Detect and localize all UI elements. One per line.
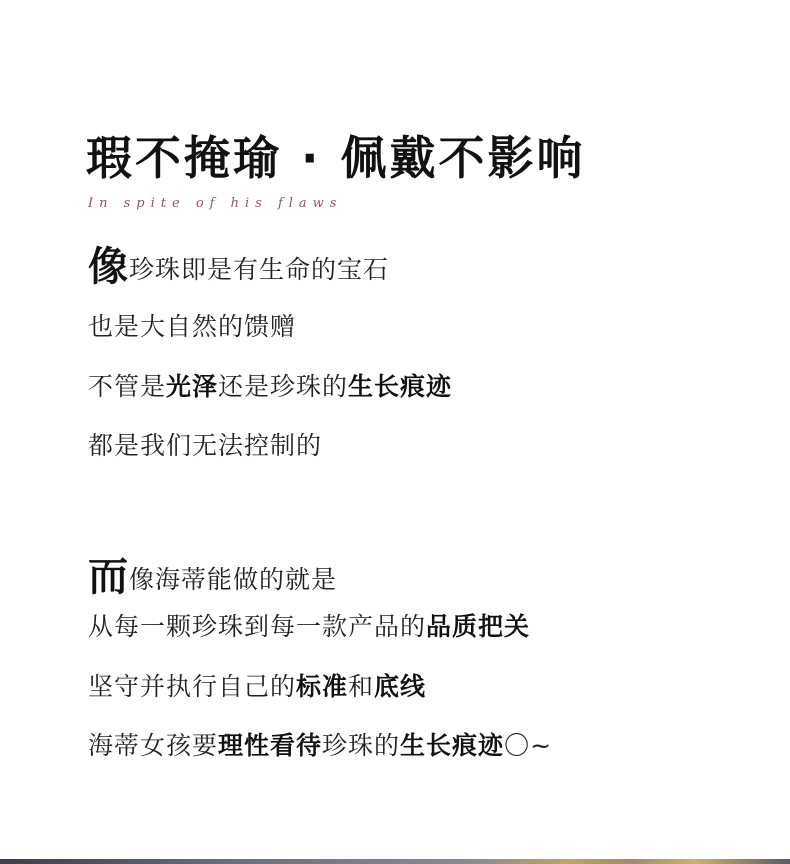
para2-line1	[88, 554, 338, 600]
para2-line3-a: 坚守并执行自己的	[88, 672, 297, 701]
para1-line3-d: 生长痕迹	[348, 372, 453, 401]
page-title: 瑕不掩瑜 · 佩戴不影响	[86, 131, 586, 185]
para2-line4-c: 珍珠的	[322, 731, 401, 760]
para1-line3	[88, 370, 452, 404]
para2-line3-c: 和	[348, 672, 375, 701]
para2-line4-a: 海蒂女孩要	[88, 731, 219, 760]
para1-line1	[88, 244, 390, 290]
para1-line1-text: 珍珠即是有生命的宝石	[129, 255, 390, 284]
para2-line2	[88, 610, 530, 644]
bottom-image-strip	[0, 859, 790, 864]
para2-line4-d: 生长痕迹	[400, 731, 505, 760]
para1-initial: 像	[88, 244, 129, 290]
para2-line4-e: 〇~	[504, 731, 553, 760]
para1-line3-c: 还是珍珠的	[218, 372, 349, 401]
para2-line3-b: 标准	[296, 672, 349, 701]
para1-line2: 也是大自然的馈赠	[88, 312, 297, 341]
para2-line1-text: 像海蒂能做的就是	[129, 565, 338, 594]
para2-initial: 而	[88, 554, 129, 600]
para2-line4	[88, 729, 552, 763]
para1-line3-b: 光泽	[166, 372, 219, 401]
para2-line2-a: 从每一颗珍珠到每一款产品的	[88, 612, 427, 641]
para1-line4: 都是我们无法控制的	[88, 431, 323, 460]
para2-line2-b: 品质把关	[426, 612, 531, 641]
para2-line4-b: 理性看待	[218, 731, 323, 760]
para2-line3	[88, 670, 426, 704]
page-subtitle: In spite of his flaws	[88, 196, 343, 211]
para2-line3-d: 底线	[374, 672, 427, 701]
para1-line3-a: 不管是	[88, 372, 167, 401]
